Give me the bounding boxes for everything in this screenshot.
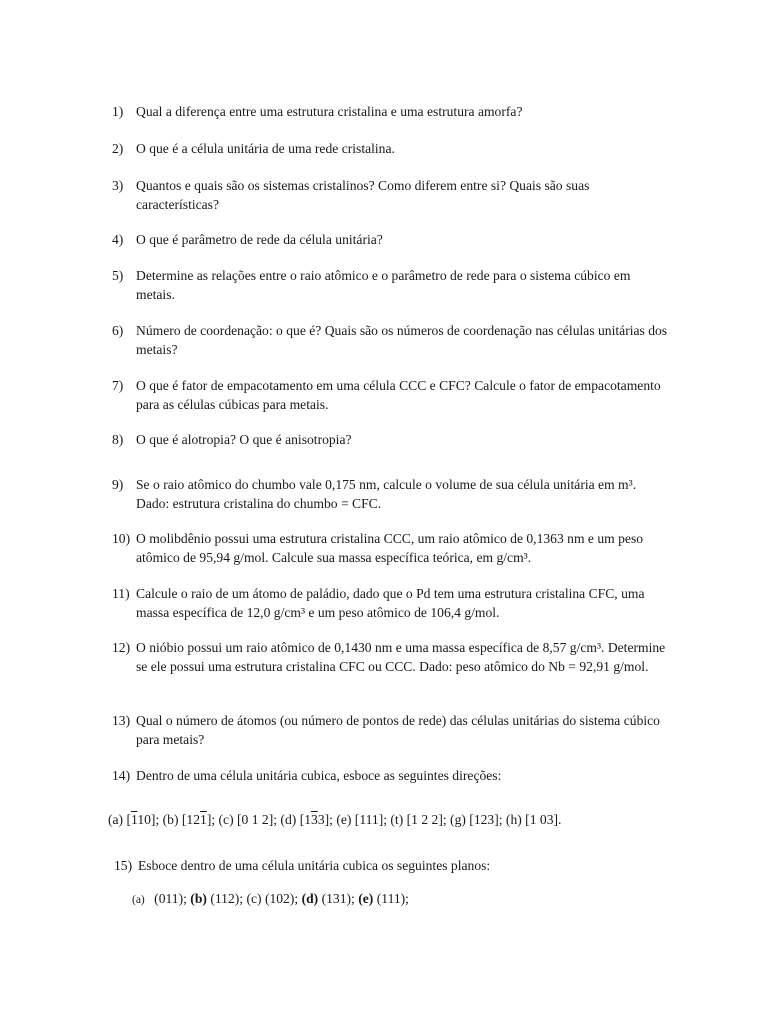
q6-text: Número de coordenação: o que é? Quais são os números de coordenação nas células unitárias dos metais? xyxy=(136,323,668,357)
q4 xyxy=(112,230,672,249)
q4-number: 4) xyxy=(112,232,124,247)
dir-d-bar: 3 xyxy=(311,812,318,827)
q15-text: Esboce dentro de uma célula unitária cubica os seguintes planos: xyxy=(138,858,491,873)
dir-a-bar: 1 xyxy=(131,812,138,827)
plane-e-label: (e) xyxy=(358,891,374,906)
dir-d-rest: 3]; xyxy=(317,812,337,827)
q5-number: 5) xyxy=(112,268,124,283)
q11-text: Calcule o raio de um átomo de paládio, dado que o Pd tem uma estrutura cristalina CFC, uma massa específica de 12,0 g/cm³ e um peso atômico de 106,4 g/mol. xyxy=(136,586,645,620)
q15-number: 15) xyxy=(114,858,133,873)
q3-number: 3) xyxy=(112,178,124,193)
q10-text: O molibdênio possui uma estrutura cristalina CCC, um raio atômico de 0,1363 nm e um peso atômico de 95,94 g/mol. Calcule sua massa específica teórica, em g/cm³. xyxy=(136,531,644,565)
q7-text: O que é fator de empacotamento em uma célula CCC e CFC? Calcule o fator de empacotamento para as células cúbicas para metais. xyxy=(136,378,661,412)
q6-number: 6) xyxy=(112,323,124,338)
q11 xyxy=(112,584,672,622)
q13 xyxy=(112,711,672,749)
q10 xyxy=(112,529,672,567)
q14-number: 14) xyxy=(112,768,131,783)
plane-a-value: (011); xyxy=(154,891,187,906)
q13-text: Qual o número de átomos (ou número de pontos de rede) das células unitárias do sistema cúbico para metais? xyxy=(136,713,660,747)
plane-d-label: (d) xyxy=(301,891,319,906)
dir-b-bar: 1 xyxy=(200,812,207,827)
planes-list xyxy=(132,889,409,910)
dir-d-label: (d) xyxy=(280,812,297,827)
q9-number: 9) xyxy=(112,477,124,492)
q8-text: O que é alotropia? O que é anisotropia? xyxy=(136,432,352,447)
q9 xyxy=(112,475,672,513)
q14 xyxy=(112,766,672,785)
q2-text: O que é a célula unitária de uma rede cristalina. xyxy=(136,141,395,156)
q1-number: 1) xyxy=(112,104,124,119)
dir-a-label: (a) xyxy=(108,812,124,827)
dir-d-open: [1 xyxy=(299,812,312,827)
plane-c: (c) (102); xyxy=(246,891,299,906)
q12-text: O nióbio possui um raio atômico de 0,1430 nm e uma massa específica de 8,57 g/cm³. Determine se ele possui uma estrutura cristalina CFC ou CCC. Dado: peso atômico do Nb = 92,91 g/mol. xyxy=(136,640,666,674)
dir-a-open: [ xyxy=(126,812,132,827)
dir-b-rest: ]; xyxy=(206,812,219,827)
q5 xyxy=(112,266,672,304)
plane-a-label: (a) xyxy=(132,894,145,906)
q8 xyxy=(112,430,672,449)
dir-a-rest: 10]; xyxy=(137,812,163,827)
q13-number: 13) xyxy=(112,713,131,728)
plane-d-value: (131); xyxy=(321,891,355,906)
q3-text: Quantos e quais são os sistemas cristalinos? Como diferem entre si? Quais são suas características? xyxy=(136,178,590,212)
q7 xyxy=(112,376,672,414)
dir-rest: (e) [111]; (t) [1 2 2]; (g) [123]; (h) [1 03]. xyxy=(336,812,562,827)
q6 xyxy=(112,321,672,359)
dir-c: (c) [0 1 2]; xyxy=(218,812,281,827)
q8-number: 8) xyxy=(112,432,124,447)
q14-text: Dentro de uma célula unitária cubica, esboce as seguintes direções: xyxy=(136,768,502,783)
q12 xyxy=(112,638,672,676)
q15 xyxy=(114,856,674,875)
q2-number: 2) xyxy=(112,141,124,156)
directions-list xyxy=(108,810,561,829)
q10-number: 10) xyxy=(112,531,131,546)
q9-text: Se o raio atômico do chumbo vale 0,175 nm, calcule o volume de sua célula unitária em m³. Dado: estrutura cristalina do chumbo = CFC. xyxy=(136,477,637,511)
q2 xyxy=(112,139,672,158)
q1 xyxy=(112,102,672,121)
q3 xyxy=(112,176,672,214)
q5-text: Determine as relações entre o raio atômico e o parâmetro de rede para o sistema cúbico em metais. xyxy=(136,268,631,302)
q7-number: 7) xyxy=(112,378,124,393)
dir-b-label: (b) xyxy=(162,812,179,827)
q11-number: 11) xyxy=(112,586,130,601)
dir-b-open: [12 xyxy=(181,812,201,827)
plane-b-label: (b) xyxy=(190,891,207,906)
q4-text: O que é parâmetro de rede da célula unitária? xyxy=(136,232,383,247)
plane-b-value: (112); xyxy=(210,891,244,906)
q12-number: 12) xyxy=(112,640,131,655)
plane-e-value: (111); xyxy=(376,891,409,906)
q1-text: Qual a diferença entre uma estrutura cristalina e uma estrutura amorfa? xyxy=(136,104,523,119)
